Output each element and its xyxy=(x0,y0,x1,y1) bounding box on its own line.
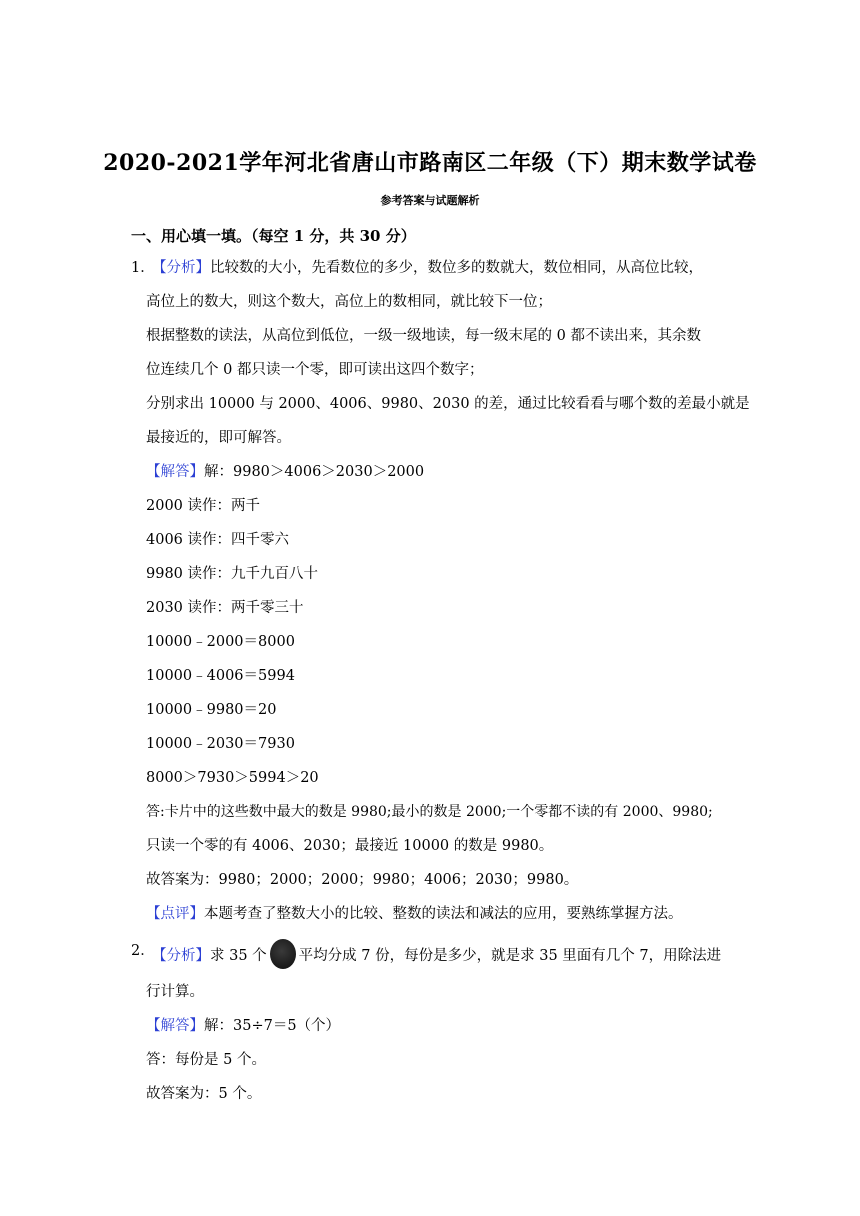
q2-answer-line xyxy=(146,1016,340,1036)
q1-answer-line: 4006 读作：四千零六 xyxy=(146,532,290,548)
q1-answer-line: 只读一个零的有 4006、2030；最接近 10000 的数是 9980。 xyxy=(146,838,554,854)
q2-analysis-line: 行计算。 xyxy=(146,984,204,1000)
q1-answer-line: 2000 读作：两千 xyxy=(146,498,261,514)
q1-answer-line: 10000﹣9980＝20 xyxy=(146,702,277,718)
q2-analysis-text: 平均分成 7 份，每份是多少，就是求 35 里面有几个 7，用除法进 xyxy=(298,948,722,964)
q1-analysis-line xyxy=(152,258,703,278)
ball-icon xyxy=(270,939,296,969)
section-heading: 一、用心填一填。（每空 1 分，共 30 分） xyxy=(131,227,416,245)
analysis-tag: 【分析】 xyxy=(152,260,210,276)
analysis-tag: 【分析】 xyxy=(152,948,210,964)
comment-tag: 【点评】 xyxy=(146,906,204,922)
q2-answer-text: 解：35÷7＝5（个） xyxy=(204,1018,341,1034)
q2-analysis-line xyxy=(152,941,721,971)
answer-tag: 【解答】 xyxy=(146,1018,204,1034)
q2-answer-line: 答：每份是 5 个。 xyxy=(146,1052,266,1068)
q1-analysis-line: 位连续几个 0 都只读一个零，即可读出这四个数字； xyxy=(146,362,484,378)
q1-answer-line: 10000﹣2000＝8000 xyxy=(146,634,295,650)
q1-answer-line xyxy=(146,462,424,482)
q1-comment-line xyxy=(146,904,683,924)
q1-analysis-line: 根据整数的读法，从高位到低位，一级一级地读，每一级末尾的 0 都不读出来，其余数 xyxy=(146,328,701,344)
answer-tag: 【解答】 xyxy=(146,464,204,480)
q1-analysis-line: 最接近的，即可解答。 xyxy=(146,430,291,446)
q1-comment-text: 本题考查了整数大小的比较、整数的读法和减法的应用，要熟练掌握方法。 xyxy=(204,906,683,922)
q1-answer-line: 答:卡片中的这些数中最大的数是 9980;最小的数是 2000;一个零都不读的有 2000、9980; xyxy=(146,804,713,820)
q1-analysis-text: 比较数的大小，先看数位的多少，数位多的数就大，数位相同，从高位比较， xyxy=(210,260,703,276)
q1-answer-line: 9980 读作：九千九百八十 xyxy=(146,566,319,582)
question-number: 1． xyxy=(131,260,155,276)
q1-answer-line: 8000＞7930＞5994＞20 xyxy=(146,770,319,786)
page-subtitle: 参考答案与试题解析 xyxy=(380,194,480,207)
page-title: 2020-2021学年河北省唐山市路南区二年级（下）期末数学试卷 xyxy=(103,150,757,176)
q1-answer-line: 10000﹣2030＝7930 xyxy=(146,736,295,752)
q1-answer-line: 2030 读作：两千零三十 xyxy=(146,600,304,616)
q1-analysis-line: 分别求出 10000 与 2000、4006、9980、2030 的差，通过比较看看与哪个数的差最小就是 xyxy=(146,396,750,412)
q1-answer-line: 故答案为：9980；2000；2000；9980；4006；2030；9980。 xyxy=(146,872,579,888)
q1-answer-text: 解：9980＞4006＞2030＞2000 xyxy=(204,464,425,480)
question-number: 2． xyxy=(131,943,155,959)
q2-answer-line: 故答案为：5 个。 xyxy=(146,1086,262,1102)
q1-analysis-line: 高位上的数大，则这个数大，高位上的数相同，就比较下一位； xyxy=(146,294,552,310)
q2-analysis-text: 求 35 个 xyxy=(210,948,267,964)
q1-answer-line: 10000﹣4006＝5994 xyxy=(146,668,295,684)
